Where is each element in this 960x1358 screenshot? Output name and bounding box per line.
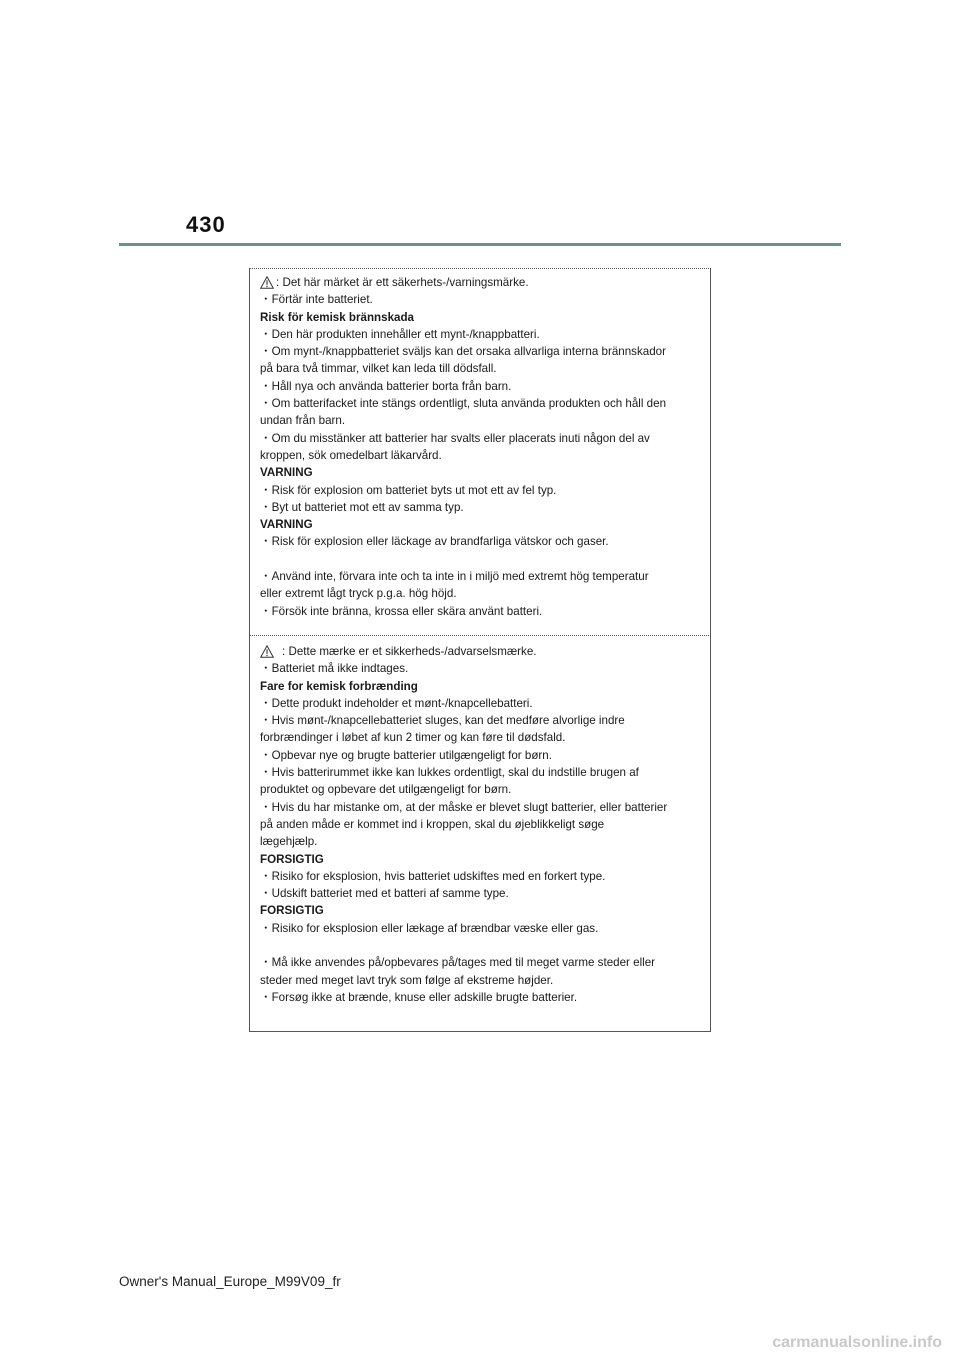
label-line: ・Hvis mønt-/knapcellebatteriet sluges, kan det medføre alvorlige indre (260, 714, 625, 728)
label-line: ・Batteriet må ikke indtages. (260, 662, 409, 676)
label-line: ・Om mynt-/knappbatteriet sväljs kan det orsaka allvarliga interna brännskador (260, 345, 666, 359)
danish-warning-symbol-text: : Dette mærke er et sikkerheds-/advarselsmærke. (282, 645, 537, 658)
label-line: forbrændinger i løbet af kun 2 timer og kan føre til dødsfald. (260, 731, 566, 745)
label-line: ・Om du misstänker att batterier har svalts eller placerats inuti någon del av (260, 431, 650, 445)
label-heading: FORSIGTIG (260, 904, 324, 918)
label-line: lægehjælp. (260, 835, 318, 849)
label-heading: FORSIGTIG (260, 852, 324, 866)
label-line: ・Forsøg ikke at brænde, knuse eller adskille brugte batterier. (260, 990, 578, 1004)
manual-footer: Owner's Manual_Europe_M99V09_fr (119, 1274, 341, 1289)
label-heading: VARNING (260, 518, 313, 532)
label-line: ・Håll nya och använda batterier borta från barn. (260, 379, 512, 393)
label-line: ・Byt ut batteriet mot ett av samma typ. (260, 500, 464, 514)
label-line: ・Opbevar nye og brugte batterier utilgængeligt for børn. (260, 748, 552, 762)
header-rule (119, 243, 841, 246)
label-line: på anden måde er kommet ind i kroppen, skal du øjeblikkeligt søge (260, 817, 605, 831)
label-line: ・Försök inte bränna, krossa eller skära använt batteri. (260, 604, 543, 618)
swedish-warning-section (260, 274, 706, 620)
label-line: ・Risiko for eksplosion, hvis batteriet udskiftes med en forkert type. (260, 869, 606, 883)
page-number: 430 (186, 212, 226, 237)
label-heading: Risk för kemisk brännskada (260, 310, 415, 324)
label-heading: Fare for kemisk forbrænding (260, 679, 418, 693)
danish-warning-section (260, 643, 706, 1006)
label-line: produktet og opbevare det utilgængeligt for børn. (260, 783, 512, 797)
warning-triangle-icon (260, 645, 274, 658)
label-line: ・Förtär inte batteriet. (260, 293, 373, 307)
label-line: steder med meget lavt tryk som følge af ekstreme højder. (260, 973, 554, 987)
label-line: ・Hvis du har mistanke om, at der måske er blevet slugt batterier, eller batterier (260, 800, 668, 814)
label-line: ・Den här produkten innehåller ett mynt-/knappbatteri. (260, 327, 540, 341)
label-line: ・Risk för explosion eller läckage av brandfarliga vätskor och gaser. (260, 535, 609, 549)
label-spacer (260, 937, 706, 954)
label-line: kroppen, sök omedelbart läkarvård. (260, 448, 442, 462)
label-section-divider (249, 635, 711, 636)
label-line: på bara två timmar, vilket kan leda till dödsfall. (260, 362, 497, 376)
label-line: undan från barn. (260, 414, 346, 428)
label-line: ・Dette produkt indeholder et mønt-/knapcellebatteri. (260, 696, 533, 710)
danish-warning-symbol-line (260, 643, 706, 660)
label-line: ・Använd inte, förvara inte och ta inte in i miljö med extremt hög temperatur (260, 570, 649, 584)
label-line: ・Risk för explosion om batteriet byts ut mot ett av fel typ. (260, 483, 557, 497)
label-spacer (260, 551, 706, 568)
warning-triangle-icon (260, 276, 274, 289)
swedish-warning-symbol-text: : Det här märket är ett säkerhets-/varningsmärke. (276, 276, 529, 289)
label-line: ・Udskift batteriet med et batteri af samme type. (260, 887, 509, 901)
label-line: eller extremt lågt tryck p.g.a. hög höjd. (260, 587, 457, 601)
label-line: ・Om batterifacket inte stängs ordentligt, sluta använda produkten och håll den (260, 397, 667, 411)
site-watermark: carmanualsonline.info (772, 1334, 942, 1351)
label-top-border (249, 268, 711, 269)
label-bottom-border (249, 1031, 711, 1032)
battery-warning-label (249, 268, 711, 1032)
label-line: ・Hvis batterirummet ikke kan lukkes ordentligt, skal du indstille brugen af (260, 766, 639, 780)
swedish-warning-symbol-line (260, 274, 706, 291)
label-line: ・Risiko for eksplosion eller lækage af brændbar væske eller gas. (260, 921, 599, 935)
label-line: ・Må ikke anvendes på/opbevares på/tages med til meget varme steder eller (260, 956, 656, 970)
label-heading: VARNING (260, 466, 313, 480)
